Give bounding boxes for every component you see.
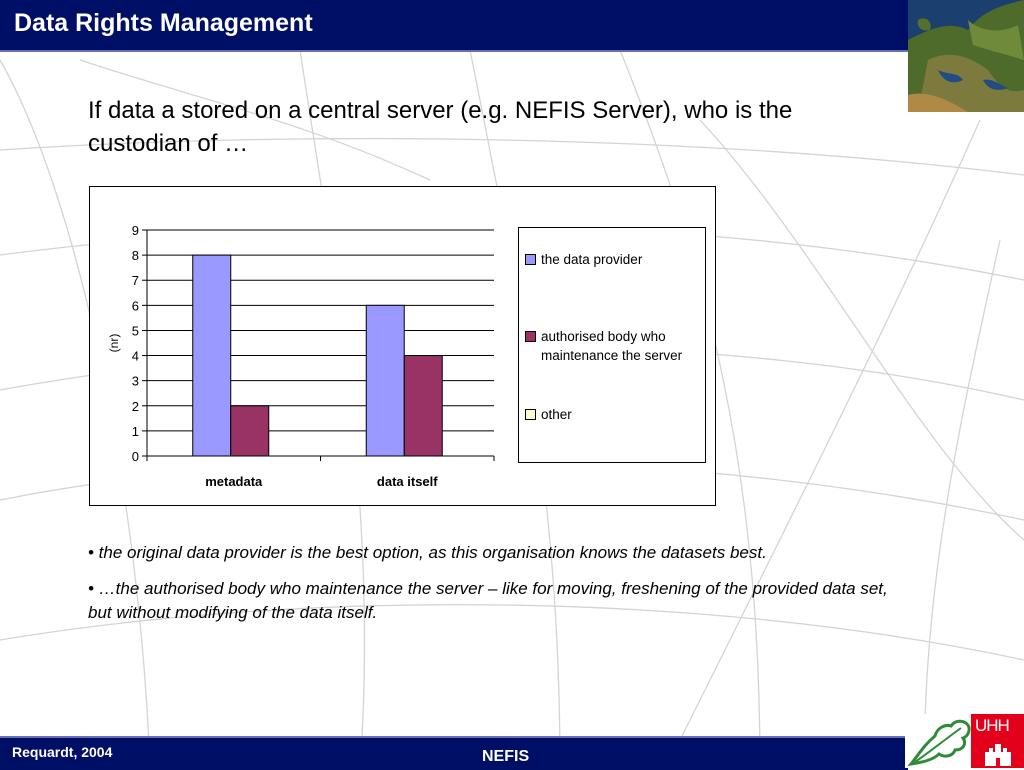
- y-tick-label: 1: [131, 423, 139, 439]
- bullet-item: • …the authorised body who maintenance the server – like for moving, freshening of the provided data set, but without modifying of the data itself.: [88, 579, 888, 622]
- y-tick-label: 8: [131, 248, 139, 264]
- y-tick-label: 2: [131, 398, 139, 414]
- y-tick-label: 7: [131, 273, 139, 289]
- bullet-list: [88, 541, 888, 637]
- chart-legend: [518, 227, 706, 463]
- europe-satellite-image: [908, 0, 1024, 112]
- footer-author: Requardt, 2004: [12, 744, 113, 760]
- legend-swatch: [525, 254, 536, 265]
- y-axis-label: (nr): [107, 333, 121, 353]
- legend-label: the data provider: [541, 252, 643, 267]
- chart-container: [89, 186, 716, 506]
- header-bar: [0, 0, 908, 52]
- uhh-logo-text: UHH: [975, 716, 1009, 735]
- bar-metadata-series-0: [193, 255, 231, 456]
- x-category-label: metadata: [205, 474, 263, 489]
- x-category-label: data itself: [376, 474, 438, 489]
- footer-bar: [0, 736, 908, 770]
- y-tick-label: 0: [131, 449, 139, 464]
- castle-icon: [983, 740, 1013, 766]
- y-tick-label: 4: [131, 348, 139, 364]
- bar-data-itself-series-0: [366, 305, 404, 456]
- uhh-logo: [971, 714, 1024, 768]
- bar-metadata-series-1: [231, 406, 269, 456]
- legend-label: other: [541, 407, 572, 422]
- footer-title: NEFIS: [482, 748, 530, 765]
- legend-swatch: [525, 409, 536, 420]
- question-text: If data a stored on a central server (e.g. NEFIS Server), who is the custodian of …: [88, 97, 793, 157]
- oak-leaf-logo: [905, 714, 975, 768]
- legend-label: authorised body who maintenance the server: [541, 329, 683, 363]
- y-tick-label: 9: [131, 223, 139, 238]
- slide-title: Data Rights Management: [14, 9, 313, 37]
- y-tick-label: 3: [131, 373, 139, 389]
- bar-data-itself-series-1: [404, 356, 442, 456]
- bullet-item: • the original data provider is the best option, as this organisation knows the datasets best.: [88, 543, 767, 562]
- y-tick-label: 5: [131, 323, 139, 339]
- legend-swatch: [525, 331, 536, 342]
- y-tick-label: 6: [131, 298, 139, 314]
